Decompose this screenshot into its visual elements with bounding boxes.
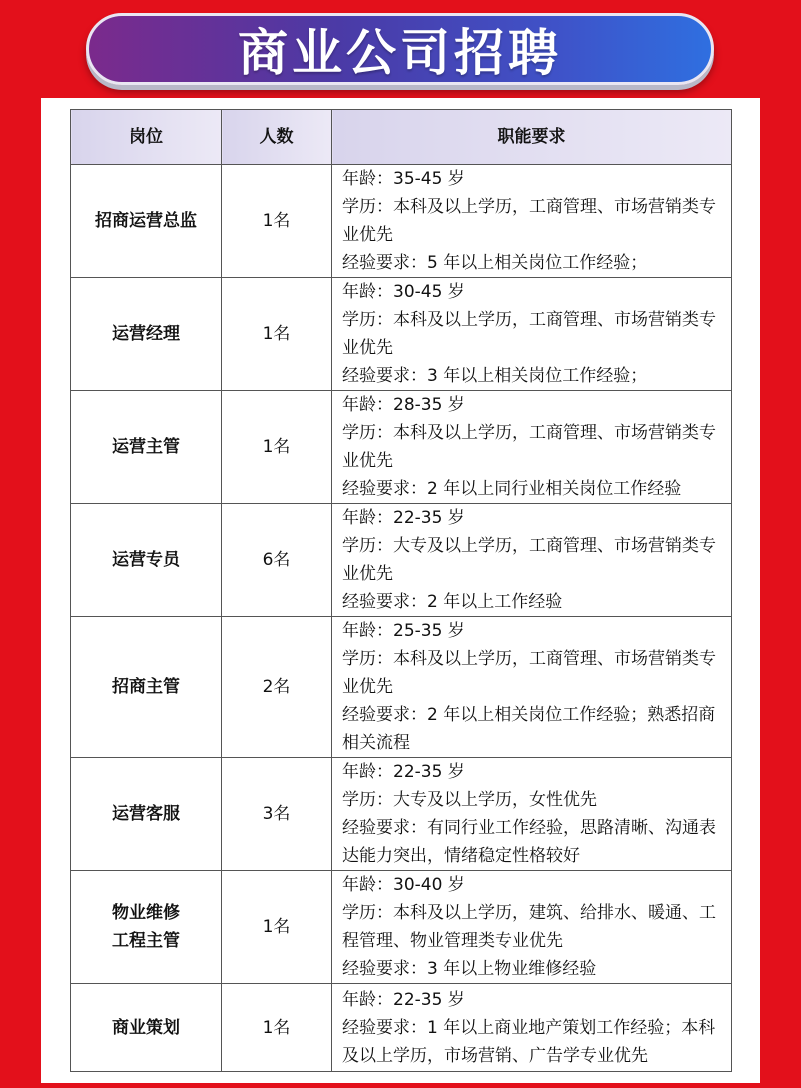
requirement-line: 经验要求：1 年以上商业地产策划工作经验；本科及以上学历，市场营销、广告学专业优先 [342, 1017, 716, 1066]
requirement-line: 学历：本科及以上学历，工商管理、市场营销类专业优先 [342, 310, 716, 358]
position-cell: 招商运营总监 [71, 165, 222, 278]
position-cell: 运营经理 [71, 278, 222, 391]
requirements-cell [332, 165, 732, 278]
requirements-cell [332, 391, 732, 504]
recruitment-card [41, 98, 760, 1083]
position-cell: 物业维修工程主管 [71, 871, 222, 984]
table-row [71, 391, 732, 504]
requirement-line: 年龄：28-35 岁 [342, 395, 465, 415]
position-cell: 招商主管 [71, 617, 222, 758]
count-cell: 1名 [222, 984, 332, 1072]
table-row [71, 758, 732, 871]
requirement-line: 经验要求：2 年以上同行业相关岗位工作经验 [342, 479, 682, 499]
requirement-line: 年龄：25-35 岁 [342, 621, 465, 641]
position-cell: 运营客服 [71, 758, 222, 871]
requirements-cell [332, 871, 732, 984]
position-cell: 运营专员 [71, 504, 222, 617]
table-header-row [71, 110, 732, 165]
position-cell: 商业策划 [71, 984, 222, 1072]
requirement-line: 年龄：22-35 岁 [342, 989, 465, 1010]
table-row [71, 871, 732, 984]
recruitment-table [70, 109, 732, 1072]
requirements-cell [332, 278, 732, 391]
table-row [71, 617, 732, 758]
table-row [71, 165, 732, 278]
requirements-cell [332, 758, 732, 871]
requirement-line: 经验要求：有同行业工作经验，思路清晰、沟通表达能力突出，情绪稳定性格较好 [342, 818, 716, 866]
requirement-line: 年龄：30-40 岁 [342, 875, 465, 895]
header-position: 岗位 [71, 110, 222, 165]
header-requirements: 职能要求 [332, 110, 732, 165]
count-cell: 1名 [222, 278, 332, 391]
requirement-line: 经验要求：2 年以上相关岗位工作经验；熟悉招商相关流程 [342, 705, 716, 753]
header-count: 人数 [222, 110, 332, 165]
table-row [71, 504, 732, 617]
requirement-line: 学历：大专及以上学历，女性优先 [342, 790, 597, 810]
requirement-line: 年龄：22-35 岁 [342, 508, 465, 528]
title-banner [86, 13, 714, 85]
page-title: 商业公司招聘 [238, 24, 562, 82]
requirement-line: 学历：大专及以上学历，工商管理、市场营销类专业优先 [342, 536, 716, 584]
count-cell: 6名 [222, 504, 332, 617]
requirement-line: 经验要求：3 年以上相关岗位工作经验； [342, 366, 648, 386]
requirement-line: 经验要求：3 年以上物业维修经验 [342, 959, 597, 979]
count-cell: 1名 [222, 871, 332, 984]
requirement-line: 年龄：22-35 岁 [342, 762, 465, 782]
requirement-line: 经验要求：5 年以上相关岗位工作经验； [342, 253, 648, 273]
count-cell: 3名 [222, 758, 332, 871]
requirements-cell [332, 984, 732, 1072]
requirement-line: 学历：本科及以上学历，工商管理、市场营销类专业优先 [342, 423, 716, 471]
table-row [71, 984, 732, 1072]
table-row [71, 278, 732, 391]
requirement-line: 学历：本科及以上学历，建筑、给排水、暖通、工程管理、物业管理类专业优先 [342, 903, 716, 951]
count-cell: 1名 [222, 391, 332, 504]
requirements-cell [332, 617, 732, 758]
requirement-line: 年龄：30-45 岁 [342, 282, 465, 302]
requirement-line: 学历：本科及以上学历，工商管理、市场营销类专业优先 [342, 649, 716, 697]
requirements-cell [332, 504, 732, 617]
requirement-line: 经验要求：2 年以上工作经验 [342, 592, 563, 612]
count-cell: 2名 [222, 617, 332, 758]
requirement-line: 年龄：35-45 岁 [342, 169, 465, 189]
count-cell: 1名 [222, 165, 332, 278]
requirement-line: 学历：本科及以上学历，工商管理、市场营销类专业优先 [342, 197, 716, 245]
position-cell: 运营主管 [71, 391, 222, 504]
